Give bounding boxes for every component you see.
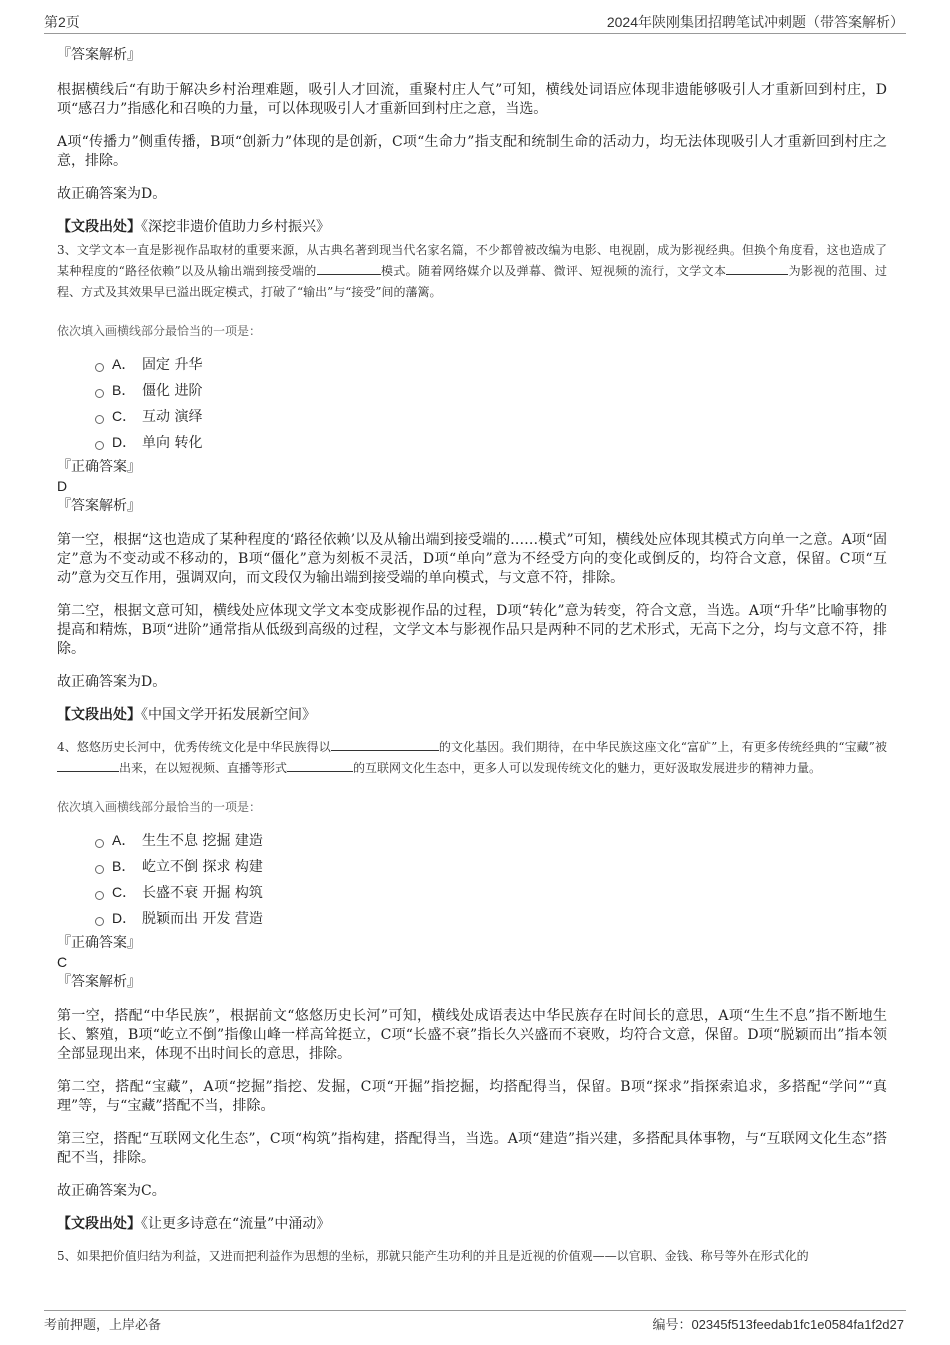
q5-text: 5、如果把价值归结为利益，又进而把利益作为思想的坐标，那就只能产生功利的并且是近视的价值观——以官职、金钱、称号等外在形式化的 — [57, 1249, 809, 1263]
q3-option-d[interactable]: D． 单向 转化 — [57, 429, 887, 455]
blank-line — [287, 759, 353, 772]
radio-icon[interactable] — [95, 389, 104, 398]
q3-analysis-p2: 第二空，根据文意可知，横线处应体现文学文本变成影视作品的过程，D项“转化”意为转变，符合文意，当选。A项“升华”比喻事物的提高和精炼，B项“进阶”通常指从低级到高级的过程，文学文本与影视作品只是两种不同的艺术形式，无高下之分，均与文意不符，排除。 — [57, 603, 887, 657]
q2-source — [57, 218, 887, 237]
radio-icon[interactable] — [95, 917, 104, 926]
q2-conclusion: 故正确答案为D。 — [57, 186, 167, 202]
document-title: 2024年陕刚集团招聘笔试冲刺题（带答案解析） — [606, 14, 904, 30]
q4-option-a[interactable]: A． 生生不息 挖掘 建造 — [57, 827, 887, 853]
q4-source — [57, 1215, 887, 1234]
q3-option-a[interactable]: A． 固定 升华 — [57, 351, 887, 377]
q3-option-b[interactable]: B． 僵化 进阶 — [57, 377, 887, 403]
radio-icon[interactable] — [95, 891, 104, 900]
q2-analysis-p1: 根据横线后“有助于解决乡村治理难题，吸引人才回流，重聚村庄人气”可知，横线处词语应体现非遗能够吸引人才重新回到村庄，D项“感召力”指感化和召唤的力量，可以体现吸引人才重新回到村庄之意，当选。 — [57, 82, 887, 117]
radio-icon[interactable] — [95, 441, 104, 450]
source-title: 《中国文学开拓发展新空间》 — [141, 707, 316, 723]
analysis-label: 『答案解析』 — [57, 974, 141, 990]
blank-line — [317, 262, 381, 275]
source-title: 《让更多诗意在“流量”中涌动》 — [141, 1216, 331, 1232]
q4-prompt: 依次填入画横线部分最恰当的一项是： — [57, 800, 262, 814]
q3-source — [57, 706, 887, 725]
analysis-label: 『答案解析』 — [57, 47, 141, 63]
q3-analysis-p1: 第一空，根据“这也造成了某种程度的‘路径依赖’以及从输出端到接受端的……模式”可知，横线处应体现其模式方向单一之意。A项“固定”意为不变动或不移动的，B项“僵化”意为刻板不灵活，D项“单向”意为不经受方向的变化或倒反的，均符合文意，保留。C项“互动”意为交互作用，强调双向，而文段仅为输出端到接受端的单向模式，与文意不符，排除。 — [57, 532, 887, 586]
source-title: 《深挖非遗价值助力乡村振兴》 — [141, 219, 330, 235]
footer-serial: 编号：02345f513feedab1fc1e0584fa1f2d27 — [652, 1317, 904, 1332]
q3-text: 3、文学文本一直是影视作品取材的重要来源，从古典名著到现当代名家名篇，不少都曾被改编为电影、电视剧，成为影视经典。但换个角度看，这也造成了某种程度的“路径依赖”以及从输出端到接受端的 模式。随着网络媒介以及弹幕、微评、短视频的流行，文学文本 为影视的范围、过程、方式及其效果早已溢出既定模式，打破了“输出”与“接受”间的藩篱。 — [57, 243, 887, 299]
q4-option-b[interactable]: B． 屹立不倒 探求 构建 — [57, 853, 887, 879]
q2-analysis-p2: A项“传播力”侧重传播，B项“创新力”体现的是创新，C项“生命力”指支配和统制生命的活动力，均无法体现吸引人才重新回到村庄之意，排除。 — [57, 134, 887, 169]
q4-text: 4、悠悠历史长河中，优秀传统文化是中华民族得以 的文化基因。我们期待，在中华民族这座文化“富矿”上，有更多传统经典的“宝藏”被出来，在以短视频、直播等形式 的互联网文化生态中，更多人可以发现传统文化的魅力，更好汲取发展进步的精神力量。 — [57, 740, 887, 775]
q4-conclusion: 故正确答案为C。 — [57, 1183, 166, 1199]
page-number: 第2页 — [44, 14, 80, 30]
q4-analysis-p3: 第三空，搭配“互联网文化生态”，C项“构筑”指构建，搭配得当，当选。A项“建造”指兴建，多搭配具体事物，与“互联网文化生态”搭配不当，排除。 — [57, 1131, 887, 1166]
radio-icon[interactable] — [95, 839, 104, 848]
q4-analysis-p1: 第一空，搭配“中华民族”，根据前文“悠悠历史长河”可知，横线处成语表达中华民族存在时间长的意思，A项“生生不息”指不断地生长、繁殖，B项“屹立不倒”指像山峰一样高耸挺立，C项“长盛不衰”指长久兴盛而不衰败，均符合文意，保留。D项“脱颖而出”指本领全部显现出来，体现不出时间长的意思，排除。 — [57, 1008, 887, 1062]
blank-line — [57, 759, 119, 772]
q3-option-c[interactable]: C． 互动 演绎 — [57, 403, 887, 429]
source-prefix: 【文段出处】 — [57, 219, 141, 235]
footer-divider — [44, 1310, 906, 1311]
analysis-label: 『答案解析』 — [57, 498, 141, 514]
q3-prompt: 依次填入画横线部分最恰当的一项是： — [57, 324, 262, 338]
q3-conclusion: 故正确答案为D。 — [57, 674, 167, 690]
q4-analysis-p2: 第二空，搭配“宝藏”，A项“挖掘”指挖、发掘，C项“开掘”指挖掘，均搭配得当，保留。B项“探求”指探索追求，多搭配“学问”“真理”等，与“宝藏”搭配不当，排除。 — [57, 1079, 887, 1114]
blank-line — [726, 262, 788, 275]
q3-answer: D — [57, 478, 68, 494]
document-body — [57, 44, 887, 1267]
header-divider — [44, 33, 906, 34]
radio-icon[interactable] — [95, 865, 104, 874]
radio-icon[interactable] — [95, 415, 104, 424]
correct-label: 『正确答案』 — [57, 459, 141, 475]
source-prefix: 【文段出处】 — [57, 707, 141, 723]
q4-options — [57, 827, 887, 931]
blank-line — [331, 738, 439, 751]
q4-answer: C — [57, 954, 68, 970]
source-prefix: 【文段出处】 — [57, 1216, 141, 1232]
q4-option-c[interactable]: C． 长盛不衰 开掘 构筑 — [57, 879, 887, 905]
footer-slogan: 考前押题，上岸必备 — [44, 1318, 162, 1333]
correct-label: 『正确答案』 — [57, 935, 141, 951]
q3-options — [57, 351, 887, 455]
q4-option-d[interactable]: D． 脱颖而出 开发 营造 — [57, 905, 887, 931]
radio-icon[interactable] — [95, 363, 104, 372]
